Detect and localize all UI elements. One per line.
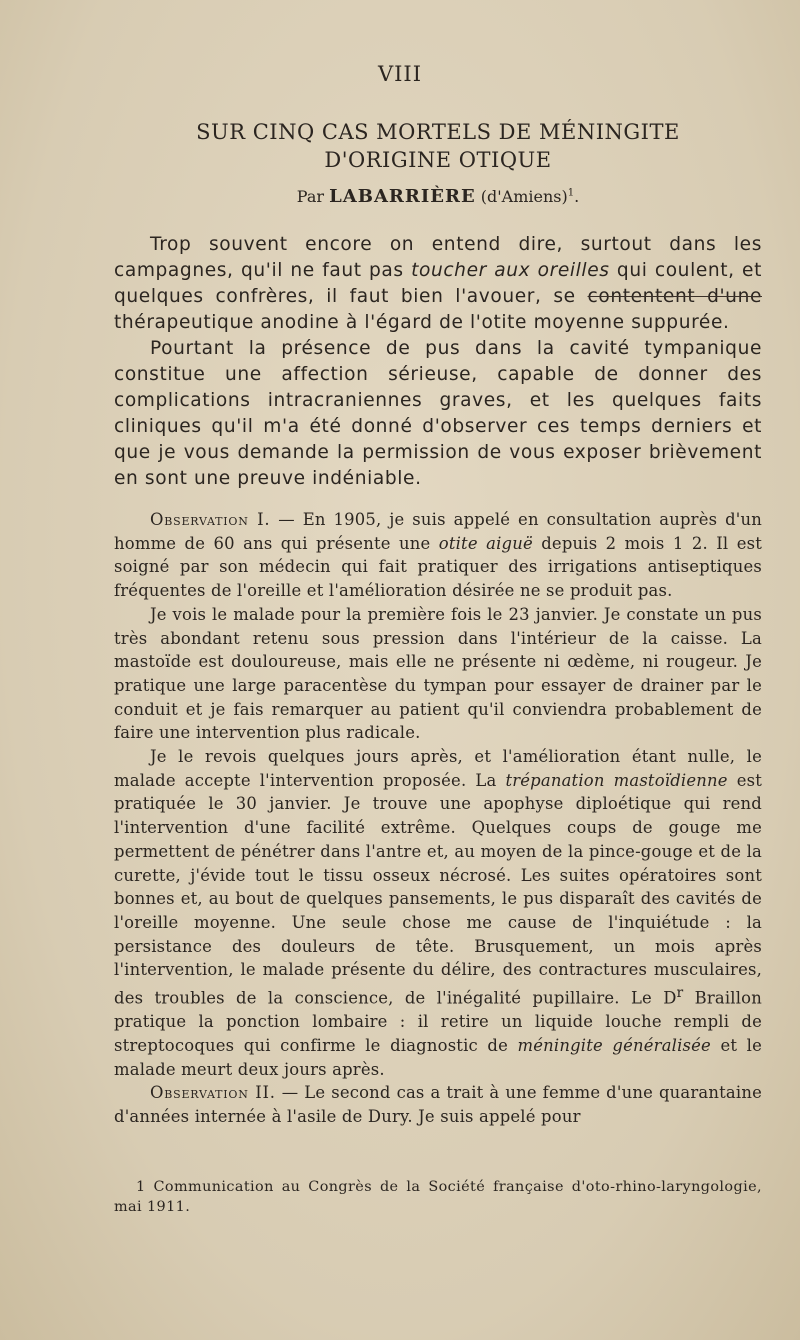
title-line-2: D'ORIGINE OTIQUE (324, 148, 552, 172)
byline-end: . (574, 187, 580, 206)
struck-text: contentent d'une (587, 286, 762, 307)
footnote-ref: 1 (567, 187, 575, 199)
author-name: LABARRIÈRE (329, 186, 476, 207)
chapter-number: VIII (377, 62, 423, 86)
title-line-1: SUR CINQ CAS MORTELS DE MÉNINGITE (196, 120, 680, 144)
footnote (114, 1177, 762, 1217)
observation-1-paragraph-1: Observation I. — En 1905, je suis appelé en consultation auprès d'un homme de 60 ans qui présente une otite aiguë depuis 2 mois 1 2. Il est soigné par son médecin qui fait pratiquer des irrigations antiseptiques fréquentes de l'oreille et l'amélioration désirée ne se produit pas. (114, 510, 763, 601)
byline-prefix: Par (296, 187, 325, 206)
introduction (114, 232, 762, 492)
emphasis-text: toucher aux oreilles (411, 260, 610, 281)
observations-section (114, 508, 762, 1129)
observation-1-paragraph-3: Je le revois quelques jours après, et l'amélioration étant nulle, le malade accepte l'intervention proposée. La trépanation mastoïdienne est pratiquée le 30 janvier. Je trouve une apophyse diploétique qui rend l'intervention d'une facilité extrême. Quelques coups de gouge me permettent de pénétrer dans l'antre et, au moyen de la pince-gouge et de la curette, j'évide tout le tissu osseux nécrosé. Les suites opératoires sont bonnes et, au bout de quelques pansements, le pus disparaît des cavités de l'oreille moyenne. Une seule chose me cause de l'inquiétude : la persistance des douleurs de tête. Brusquement, un mois après l'intervention, le malade présente du délire, des contractures musculaires, des troubles de la conscience, de l'inégalité pupillaire. Le $D^r$ Braillon pratique la ponction lombaire : il retire un liquide louche rempli de streptocoques qui confirme le diagnostic de méningite généralisée et le malade meurt deux jours après. (114, 747, 762, 1079)
observation-1-paragraph-2: Je vois le malade pour la première fois le 23 janvier. Je constate un pus très abondant retenu sous pression dans l'intérieur de la caisse. La mastoïde est douloureuse, mais elle ne présente ni œdème, ni rougeur. Je pratique une large paracentèse du tympan pour essayer de drainer par le conduit et je fais remarquer au patient qu'il conviendra probablement de faire une intervention plus radicale. (114, 604, 762, 743)
footnote-text: Communication au Congrès de la Société française d'oto-rhino-laryngologie, mai 1911. (114, 1179, 762, 1215)
author-affiliation: (d'Amiens) (480, 187, 568, 206)
observation-1-label: Observation I. (150, 510, 271, 529)
observation-2-label: Observation II. (150, 1083, 276, 1103)
footnote-marker: 1 (136, 1179, 146, 1195)
intro-paragraph-2: Pourtant la présence de pus dans la cavité tympanique constitue une affection sérieuse, capable de donner des complications intracraniennes graves, et les quelques faits cliniques qu'il m'a été donné d'observer ces temps derniers et que je vous demande la permission de vous exposer brièvement en sont une preuve indéniable. (114, 338, 762, 489)
byline (114, 186, 762, 207)
observation-2-paragraph-1: Observation II. — Le second cas a trait à une femme d'une quarantaine d'années internée à l'asile de Dury. Je suis appelé pour (114, 1083, 762, 1127)
intro-paragraph-1: Trop souvent encore on entend dire, surtout dans les campagnes, qu'il ne faut pas toucher aux oreilles qui coulent, et quelques confrères, il faut bien l'avouer, se contentent d'une thérapeutique anodine à l'égard de l'otite moyenne suppurée. (114, 234, 762, 333)
article-title (114, 118, 762, 174)
